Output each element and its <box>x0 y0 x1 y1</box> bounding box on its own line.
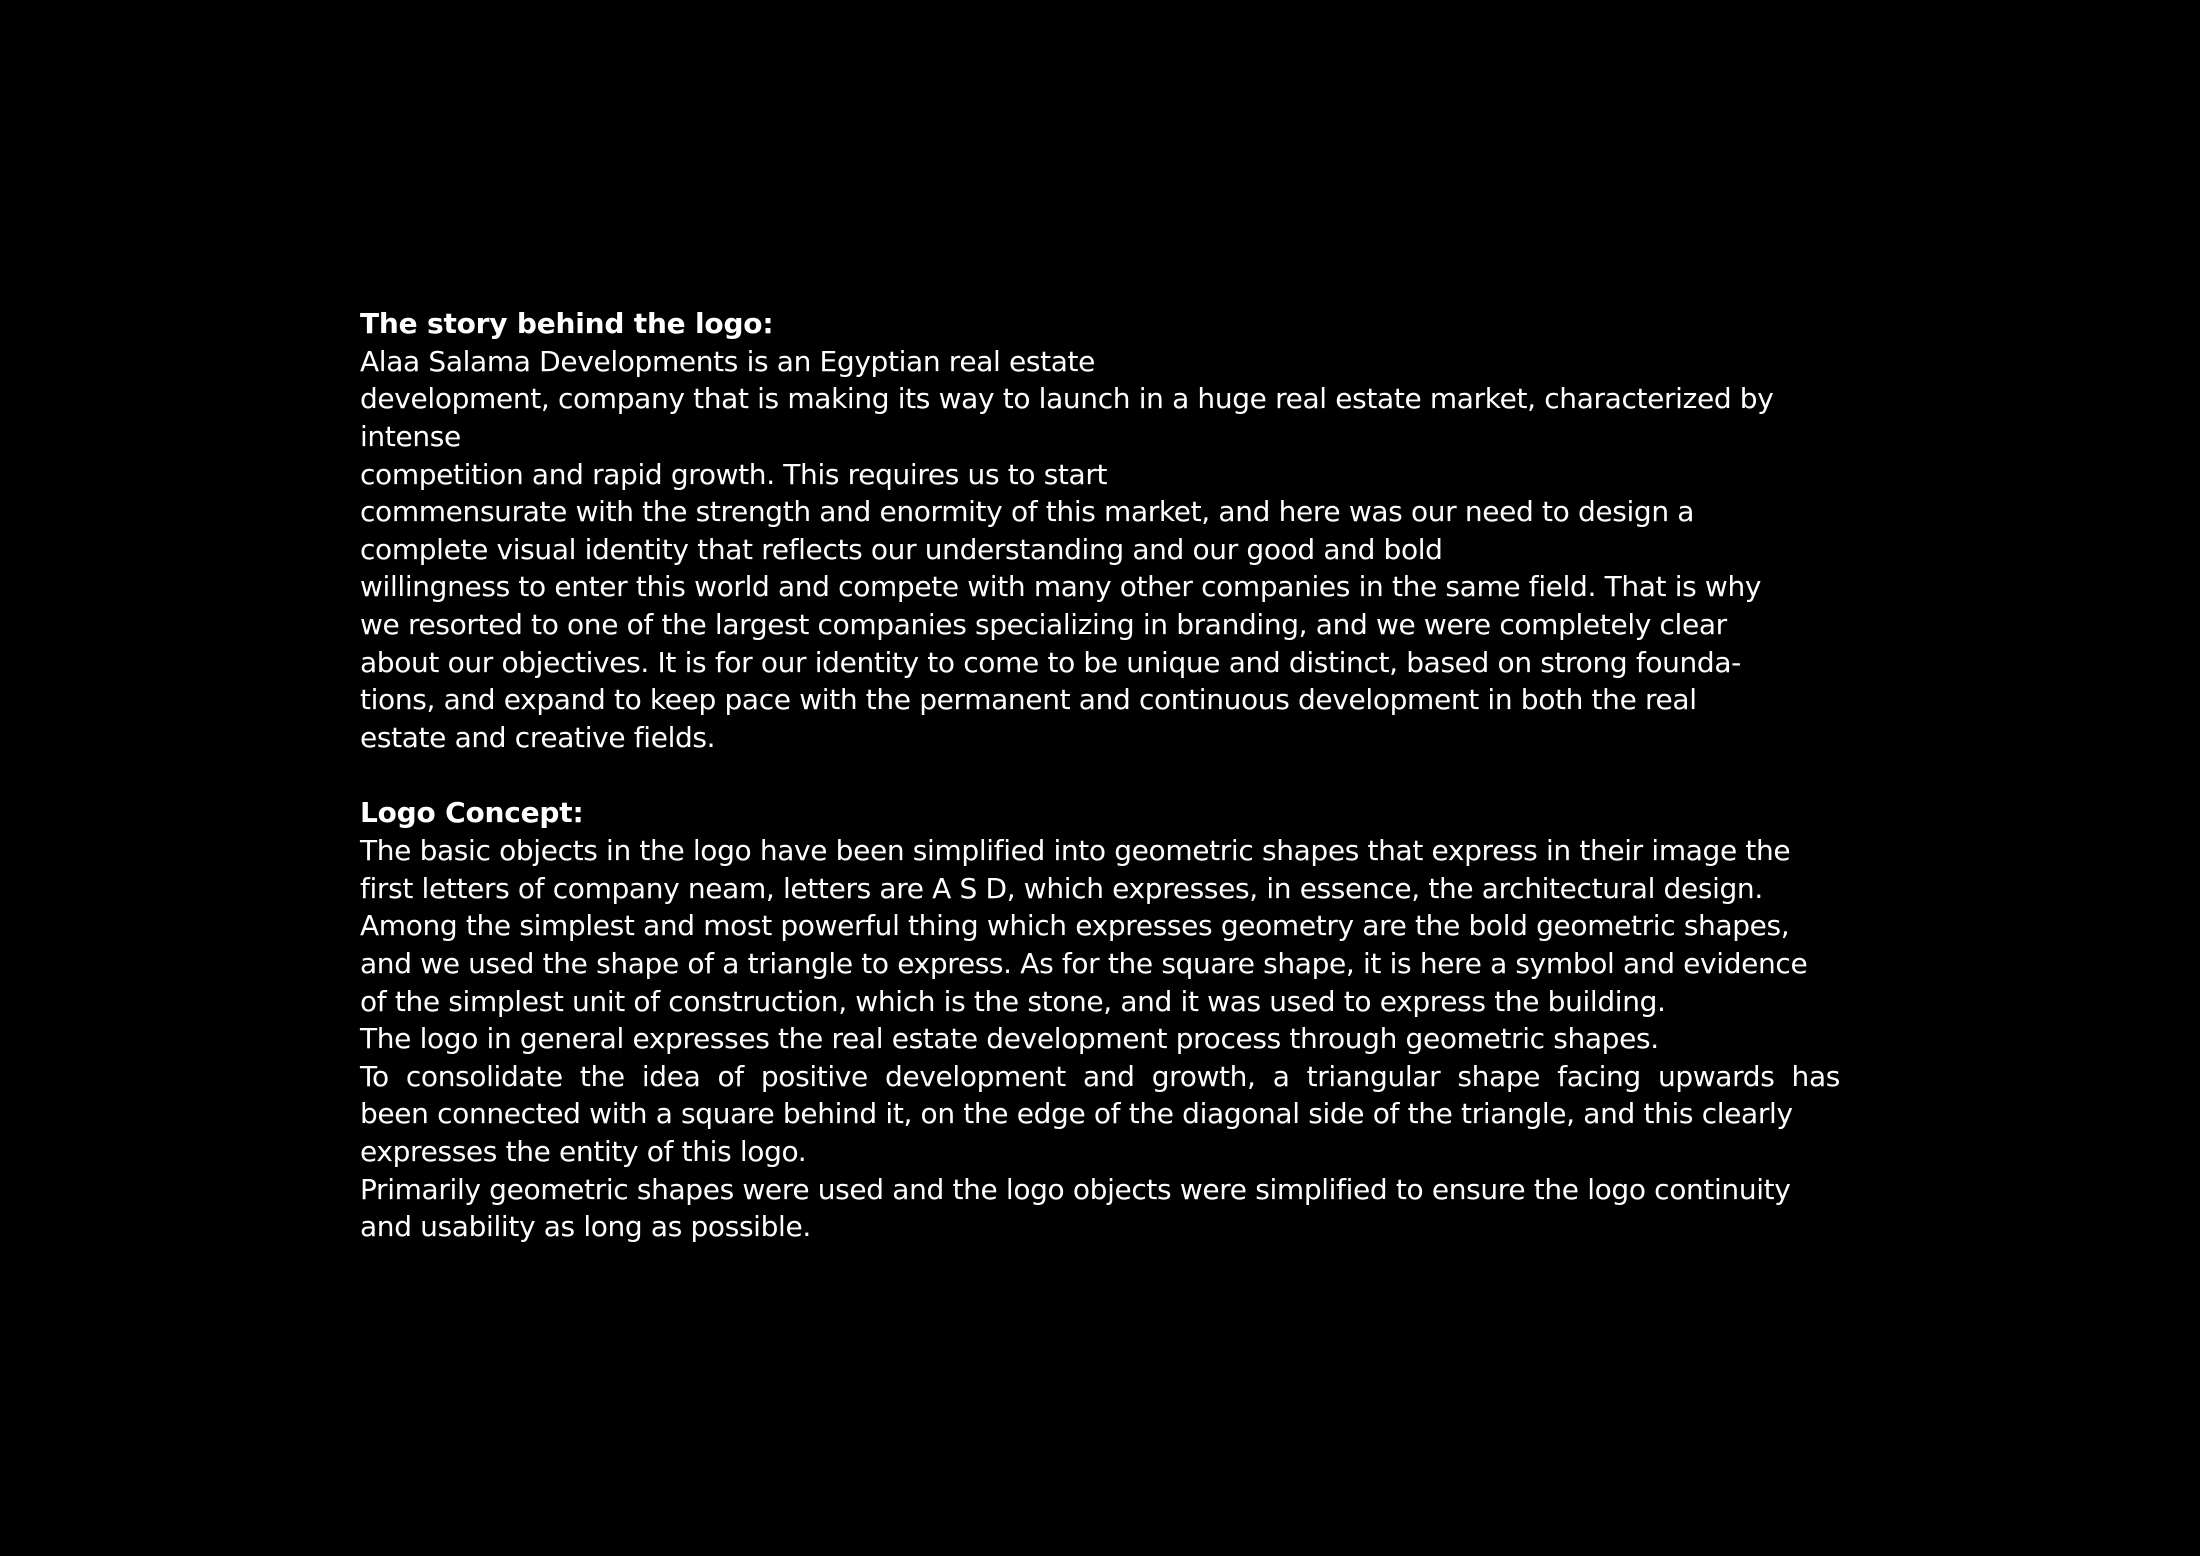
story-line-5: commensurate with the strength and enormity of this market, and here was our need to design a <box>360 495 1695 529</box>
concept-line-8: been connected with a square behind it, on the edge of the diagonal side of the triangle, and this clearly <box>360 1097 1793 1131</box>
story-line-7: willingness to enter this world and compete with many other companies in the same field. That is why <box>360 570 1762 604</box>
story-line-11: estate and creative fields. <box>360 721 716 755</box>
story-line-2: development, company that is making its way to launch in a huge real estate market, characterized by <box>360 382 1774 416</box>
story-line-1: Alaa Salama Developments is an Egyptian real estate <box>360 344 1096 378</box>
concept-line-5: of the simplest unit of construction, which is the stone, and it was used to express the building. <box>360 984 1666 1018</box>
story-section <box>360 305 1840 757</box>
text-block <box>360 305 1840 1246</box>
story-line-6: complete visual identity that reflects our understanding and our good and bold <box>360 532 1443 566</box>
story-line-10: tions, and expand to keep pace with the permanent and continuous development in both the real <box>360 683 1697 717</box>
concept-line-2: first letters of company neam, letters are A S D, which expresses, in essence, the architectural design. <box>360 871 1763 905</box>
story-line-4: competition and rapid growth. This requires us to start <box>360 457 1108 491</box>
concept-line-4: and we used the shape of a triangle to express. As for the square shape, it is here a symbol and evidence <box>360 946 1808 980</box>
concept-heading: Logo Concept: <box>360 796 584 830</box>
concept-line-9: expresses the entity of this logo. <box>360 1135 807 1169</box>
concept-section <box>360 794 1840 1246</box>
section-spacer <box>360 757 1840 795</box>
story-line-3: intense <box>360 419 461 453</box>
story-line-9: about our objectives. It is for our identity to come to be unique and distinct, based on strong founda- <box>360 645 1741 679</box>
concept-line-3: Among the simplest and most powerful thing which expresses geometry are the bold geometric shapes, <box>360 909 1790 943</box>
concept-line-6: The logo in general expresses the real estate development process through geometric shapes. <box>360 1022 1659 1056</box>
story-heading: The story behind the logo: <box>360 307 774 340</box>
concept-line-10: Primarily geometric shapes were used and the logo objects were simplified to ensure the logo continuity <box>360 1172 1791 1206</box>
concept-line-11: and usability as long as possible. <box>360 1210 811 1244</box>
story-line-8: we resorted to one of the largest companies specializing in branding, and we were completely clear <box>360 608 1727 642</box>
concept-line-7: To consolidate the idea of positive development and growth, a triangular shape facing upwards has <box>360 1059 1840 1093</box>
concept-line-1: The basic objects in the logo have been simplified into geometric shapes that express in their image the <box>360 833 1791 867</box>
